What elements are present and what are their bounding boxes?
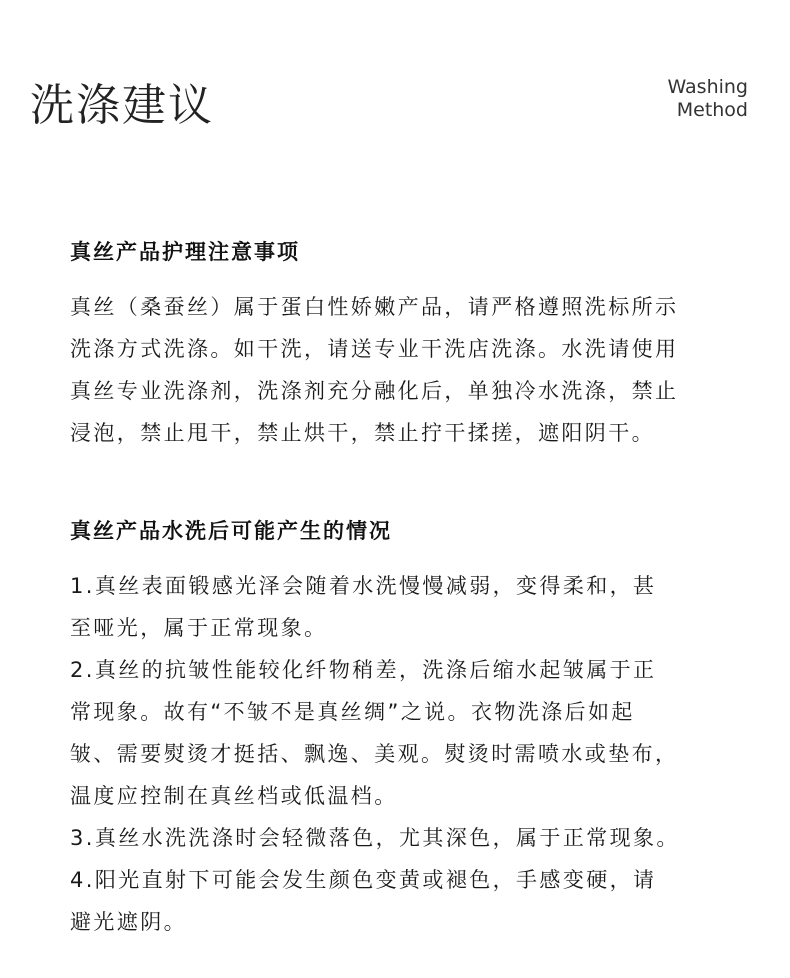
after-wash-heading: 真丝产品水洗后可能产生的情况 — [70, 519, 392, 543]
after-wash-line: 常现象。故有“不皱不是真丝绸”之说。衣物洗涤后如起 — [70, 700, 635, 724]
care-notes-heading: 真丝产品护理注意事项 — [70, 240, 300, 264]
after-wash-line: 皱、需要熨烫才挺括、飘逸、美观。熨烫时需喷水或垫布， — [70, 742, 679, 766]
subtitle-line-method: Method — [676, 99, 748, 121]
page-subtitle — [548, 76, 748, 122]
after-wash-line: 1.真丝表面锻感光泽会随着水洗慢慢减弱，变得柔和，甚 — [70, 574, 657, 598]
after-wash-line: 4.阳光直射下可能会发生颜色变黄或褪色，手感变硬，请 — [70, 868, 657, 892]
care-notes-line: 真丝（桑蚕丝）属于蛋白性娇嫩产品，请严格遵照洗标所示 — [70, 295, 679, 319]
after-wash-line: 避光遮阴。 — [70, 910, 187, 934]
care-notes-line: 洗涤方式洗涤。如干洗，请送专业干洗店洗涤。水洗请使用 — [70, 337, 679, 361]
care-notes-line: 真丝专业洗涤剂，洗涤剂充分融化后，单独冷水洗涤，禁止 — [70, 379, 679, 403]
care-notes-line: 浸泡，禁止甩干，禁止烘干，禁止拧干揉搓，遮阳阴干。 — [70, 421, 655, 445]
after-wash-line: 3.真丝水洗洗涤时会轻微落色，尤其深色，属于正常现象。 — [70, 826, 680, 850]
after-wash-line: 至哑光，属于正常现象。 — [70, 616, 328, 640]
page-title: 洗涤建议 — [30, 80, 214, 131]
subtitle-line-washing: Washing — [667, 76, 748, 98]
after-wash-line: 2.真丝的抗皱性能较化纤物稍差，洗涤后缩水起皱属于正 — [70, 658, 657, 682]
after-wash-line: 温度应控制在真丝档或低温档。 — [70, 784, 398, 808]
